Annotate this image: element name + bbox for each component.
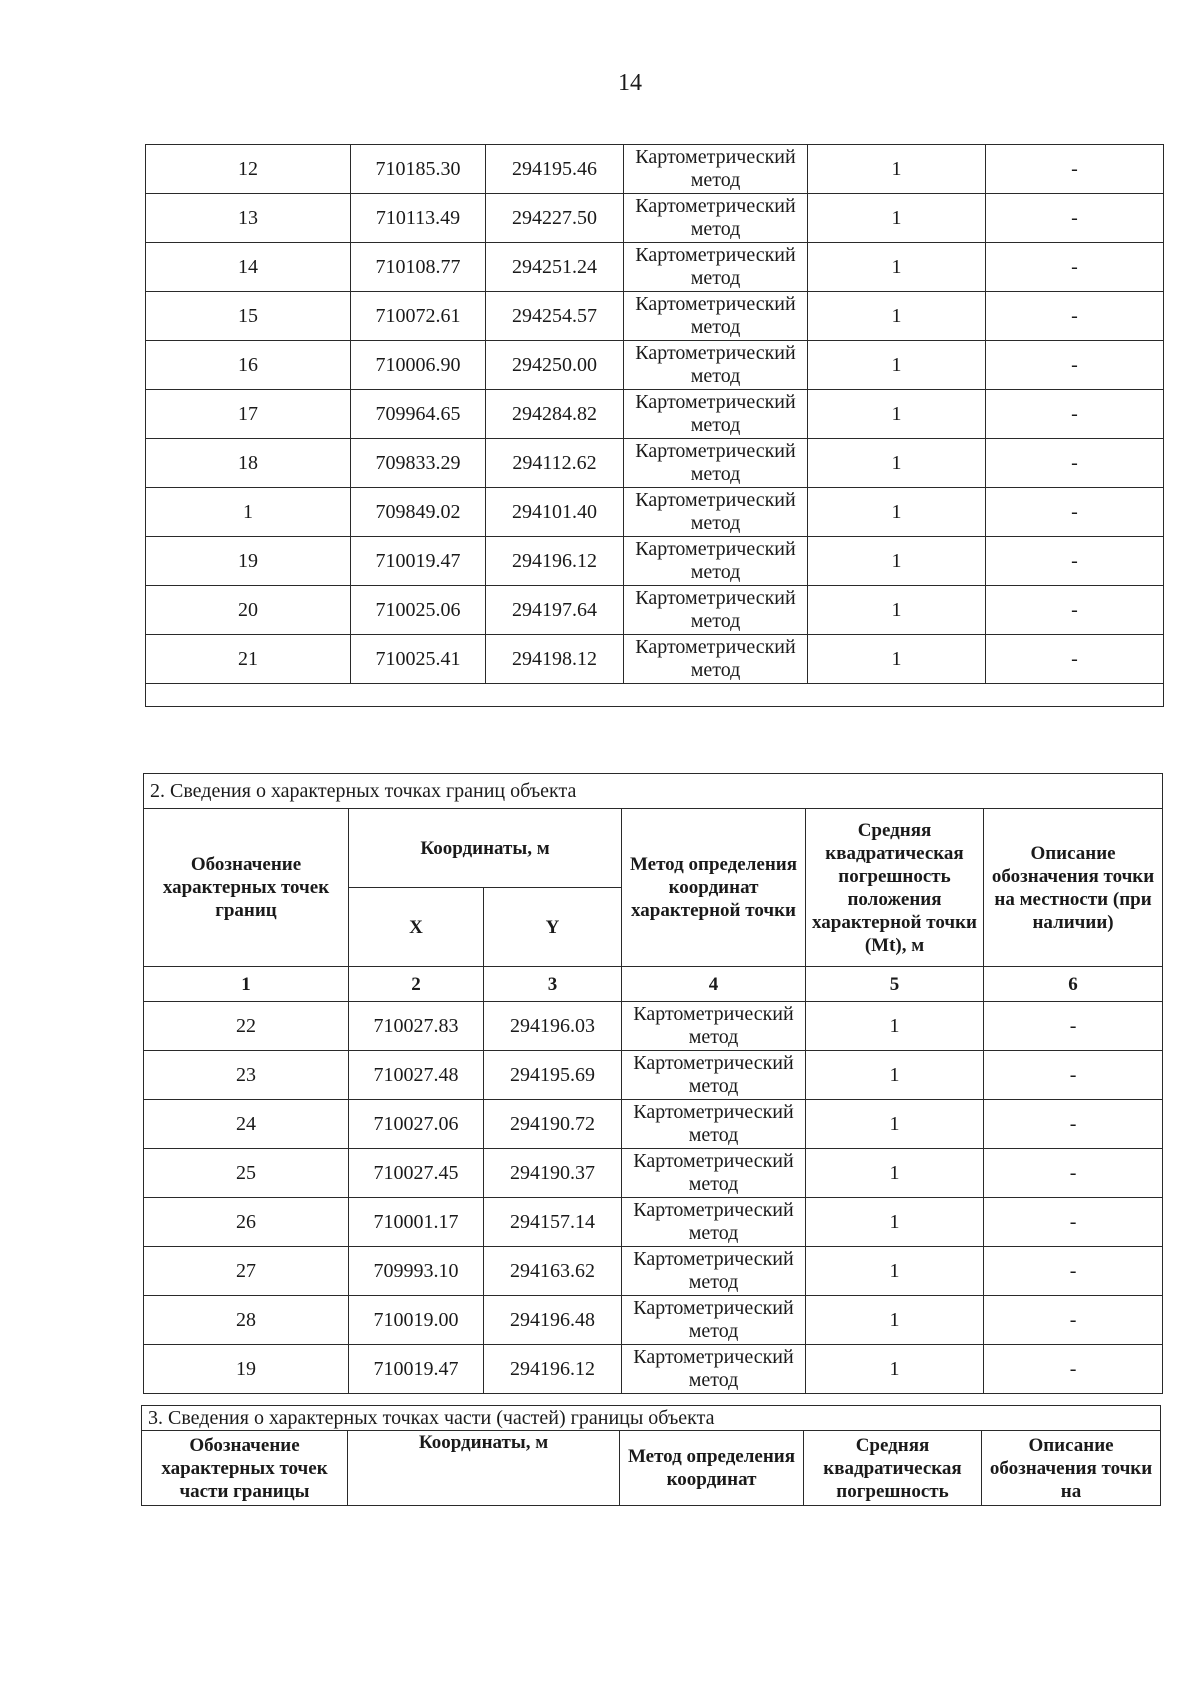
column-number: 4 [622, 967, 806, 1002]
method-cell: Картометрический метод [622, 1198, 806, 1247]
accuracy-cell: 1 [806, 1149, 984, 1198]
x-coordinate-cell: 710001.17 [349, 1198, 484, 1247]
table-row [146, 145, 1164, 194]
accuracy-cell: 1 [808, 537, 986, 586]
table-row [146, 341, 1164, 390]
x-coordinate-cell: 710072.61 [351, 292, 486, 341]
column-number: 2 [349, 967, 484, 1002]
x-coordinate-cell: 710019.00 [349, 1296, 484, 1345]
point-cell: 20 [146, 586, 351, 635]
point-cell: 21 [146, 635, 351, 684]
accuracy-cell: 1 [808, 194, 986, 243]
accuracy-cell: 1 [808, 439, 986, 488]
table-row [146, 635, 1164, 684]
point-cell: 18 [146, 439, 351, 488]
column-number: 5 [806, 967, 984, 1002]
accuracy-cell: 1 [808, 341, 986, 390]
point-cell: 26 [144, 1198, 349, 1247]
method-cell: Картометрический метод [624, 292, 808, 341]
point-cell: 19 [144, 1345, 349, 1394]
x-coordinate-cell: 710027.83 [349, 1002, 484, 1051]
y-coordinate-cell: 294251.24 [486, 243, 624, 292]
method-cell: Картометрический метод [624, 390, 808, 439]
accuracy-cell: 1 [808, 243, 986, 292]
x-coordinate-cell: 710025.06 [351, 586, 486, 635]
method-cell: Картометрический метод [624, 537, 808, 586]
x-coordinate-cell: 710027.48 [349, 1051, 484, 1100]
y-coordinate-cell: 294112.62 [486, 439, 624, 488]
section-3-title: 3. Сведения о характерных точках части (частей) границы объекта [142, 1406, 1161, 1431]
accuracy-cell: 1 [806, 1296, 984, 1345]
y-coordinate-cell: 294284.82 [486, 390, 624, 439]
x-coordinate-cell: 710019.47 [351, 537, 486, 586]
table-row [146, 243, 1164, 292]
description-cell: - [984, 1247, 1163, 1296]
method-cell: Картометрический метод [622, 1296, 806, 1345]
y-coordinate-cell: 294195.46 [486, 145, 624, 194]
point-cell: 27 [144, 1247, 349, 1296]
header-designation: Обозначение характерных точек границ [144, 809, 349, 967]
description-cell: - [986, 145, 1164, 194]
method-cell: Картометрический метод [624, 488, 808, 537]
point-cell: 24 [144, 1100, 349, 1149]
x-coordinate-cell: 710108.77 [351, 243, 486, 292]
method-cell: Картометрический метод [622, 1345, 806, 1394]
method-cell: Картометрический метод [622, 1100, 806, 1149]
y-coordinate-cell: 294190.72 [484, 1100, 622, 1149]
y-coordinate-cell: 294163.62 [484, 1247, 622, 1296]
y-coordinate-cell: 294196.48 [484, 1296, 622, 1345]
table-row [146, 439, 1164, 488]
table-row [146, 586, 1164, 635]
x-coordinate-cell: 709833.29 [351, 439, 486, 488]
y-coordinate-cell: 294196.03 [484, 1002, 622, 1051]
accuracy-cell: 1 [808, 635, 986, 684]
x-coordinate-cell: 709849.02 [351, 488, 486, 537]
method-cell: Картометрический метод [624, 145, 808, 194]
header-method: Метод определения координат [620, 1431, 804, 1506]
method-cell: Картометрический метод [624, 341, 808, 390]
page-number: 14 [618, 70, 642, 96]
table-row [144, 1002, 1163, 1051]
accuracy-cell: 1 [806, 1247, 984, 1296]
method-cell: Картометрический метод [622, 1247, 806, 1296]
y-coordinate-cell: 294197.64 [486, 586, 624, 635]
method-cell: Картометрический метод [624, 439, 808, 488]
header-accuracy: Средняя квадратическая погрешность [804, 1431, 982, 1506]
accuracy-cell: 1 [808, 145, 986, 194]
description-cell: - [986, 635, 1164, 684]
y-coordinate-cell: 294198.12 [486, 635, 624, 684]
column-number: 1 [144, 967, 349, 1002]
x-coordinate-cell: 710113.49 [351, 194, 486, 243]
points-table-continued [145, 144, 1164, 707]
point-cell: 15 [146, 292, 351, 341]
method-cell: Картометрический метод [622, 1051, 806, 1100]
table-row [144, 1149, 1163, 1198]
x-coordinate-cell: 710006.90 [351, 341, 486, 390]
description-cell: - [984, 1345, 1163, 1394]
accuracy-cell: 1 [806, 1051, 984, 1100]
x-coordinate-cell: 710027.45 [349, 1149, 484, 1198]
description-cell: - [986, 390, 1164, 439]
method-cell: Картометрический метод [624, 243, 808, 292]
method-cell: Картометрический метод [624, 586, 808, 635]
table-row [146, 390, 1164, 439]
description-cell: - [984, 1149, 1163, 1198]
point-cell: 14 [146, 243, 351, 292]
y-coordinate-cell: 294195.69 [484, 1051, 622, 1100]
y-coordinate-cell: 294254.57 [486, 292, 624, 341]
description-cell: - [986, 439, 1164, 488]
x-coordinate-cell: 710185.30 [351, 145, 486, 194]
header-coordinates: Координаты, м [349, 809, 622, 888]
x-coordinate-cell: 709993.10 [349, 1247, 484, 1296]
y-coordinate-cell: 294196.12 [484, 1345, 622, 1394]
point-cell: 1 [146, 488, 351, 537]
y-coordinate-cell: 294101.40 [486, 488, 624, 537]
y-coordinate-cell: 294227.50 [486, 194, 624, 243]
table-row [144, 1247, 1163, 1296]
x-coordinate-cell: 709964.65 [351, 390, 486, 439]
points-table-continued-body [146, 145, 1164, 684]
table-row [146, 488, 1164, 537]
table-row [146, 194, 1164, 243]
section-2-title: 2. Сведения о характерных точках границ объекта [144, 774, 1163, 809]
point-cell: 16 [146, 341, 351, 390]
method-cell: Картометрический метод [624, 635, 808, 684]
table-row [146, 537, 1164, 586]
accuracy-cell: 1 [806, 1002, 984, 1051]
header-method: Метод определения координат характерной точки [622, 809, 806, 967]
table-row [144, 1051, 1163, 1100]
x-coordinate-cell: 710019.47 [349, 1345, 484, 1394]
accuracy-cell: 1 [808, 390, 986, 439]
description-cell: - [986, 537, 1164, 586]
header-y: Y [484, 888, 622, 967]
column-number: 6 [984, 967, 1163, 1002]
accuracy-cell: 1 [808, 586, 986, 635]
description-cell: - [984, 1296, 1163, 1345]
header-description: Описание обозначения точки на [982, 1431, 1161, 1506]
y-coordinate-cell: 294157.14 [484, 1198, 622, 1247]
description-cell: - [986, 341, 1164, 390]
method-cell: Картометрический метод [622, 1149, 806, 1198]
accuracy-cell: 1 [806, 1100, 984, 1149]
description-cell: - [986, 488, 1164, 537]
accuracy-cell: 1 [806, 1345, 984, 1394]
y-coordinate-cell: 294250.00 [486, 341, 624, 390]
header-coordinates: Координаты, м [348, 1431, 620, 1506]
column-number: 3 [484, 967, 622, 1002]
point-cell: 28 [144, 1296, 349, 1345]
header-x: X [349, 888, 484, 967]
point-cell: 23 [144, 1051, 349, 1100]
header-accuracy: Средняя квадратическая погрешность положения характерной точки (Mt), м [806, 809, 984, 967]
column-numbers-row [144, 967, 1163, 1002]
boundary-points-table-body [144, 1002, 1163, 1394]
accuracy-cell: 1 [808, 488, 986, 537]
accuracy-cell: 1 [808, 292, 986, 341]
x-coordinate-cell: 710025.41 [351, 635, 486, 684]
part-boundary-points-table [141, 1405, 1161, 1506]
description-cell: - [984, 1198, 1163, 1247]
description-cell: - [986, 194, 1164, 243]
point-cell: 22 [144, 1002, 349, 1051]
point-cell: 13 [146, 194, 351, 243]
description-cell: - [984, 1002, 1163, 1051]
description-cell: - [984, 1100, 1163, 1149]
y-coordinate-cell: 294196.12 [486, 537, 624, 586]
table-row [144, 1198, 1163, 1247]
accuracy-cell: 1 [806, 1198, 984, 1247]
boundary-points-table [143, 773, 1163, 1394]
header-designation: Обозначение характерных точек части границы [142, 1431, 348, 1506]
point-cell: 25 [144, 1149, 349, 1198]
description-cell: - [984, 1051, 1163, 1100]
empty-row [146, 684, 1164, 707]
header-description: Описание обозначения точки на местности (при наличии) [984, 809, 1163, 967]
point-cell: 17 [146, 390, 351, 439]
table-row [146, 292, 1164, 341]
table-row [144, 1100, 1163, 1149]
description-cell: - [986, 243, 1164, 292]
description-cell: - [986, 292, 1164, 341]
description-cell: - [986, 586, 1164, 635]
point-cell: 19 [146, 537, 351, 586]
y-coordinate-cell: 294190.37 [484, 1149, 622, 1198]
table-row [144, 1296, 1163, 1345]
point-cell: 12 [146, 145, 351, 194]
table-row [144, 1345, 1163, 1394]
method-cell: Картометрический метод [622, 1002, 806, 1051]
method-cell: Картометрический метод [624, 194, 808, 243]
x-coordinate-cell: 710027.06 [349, 1100, 484, 1149]
